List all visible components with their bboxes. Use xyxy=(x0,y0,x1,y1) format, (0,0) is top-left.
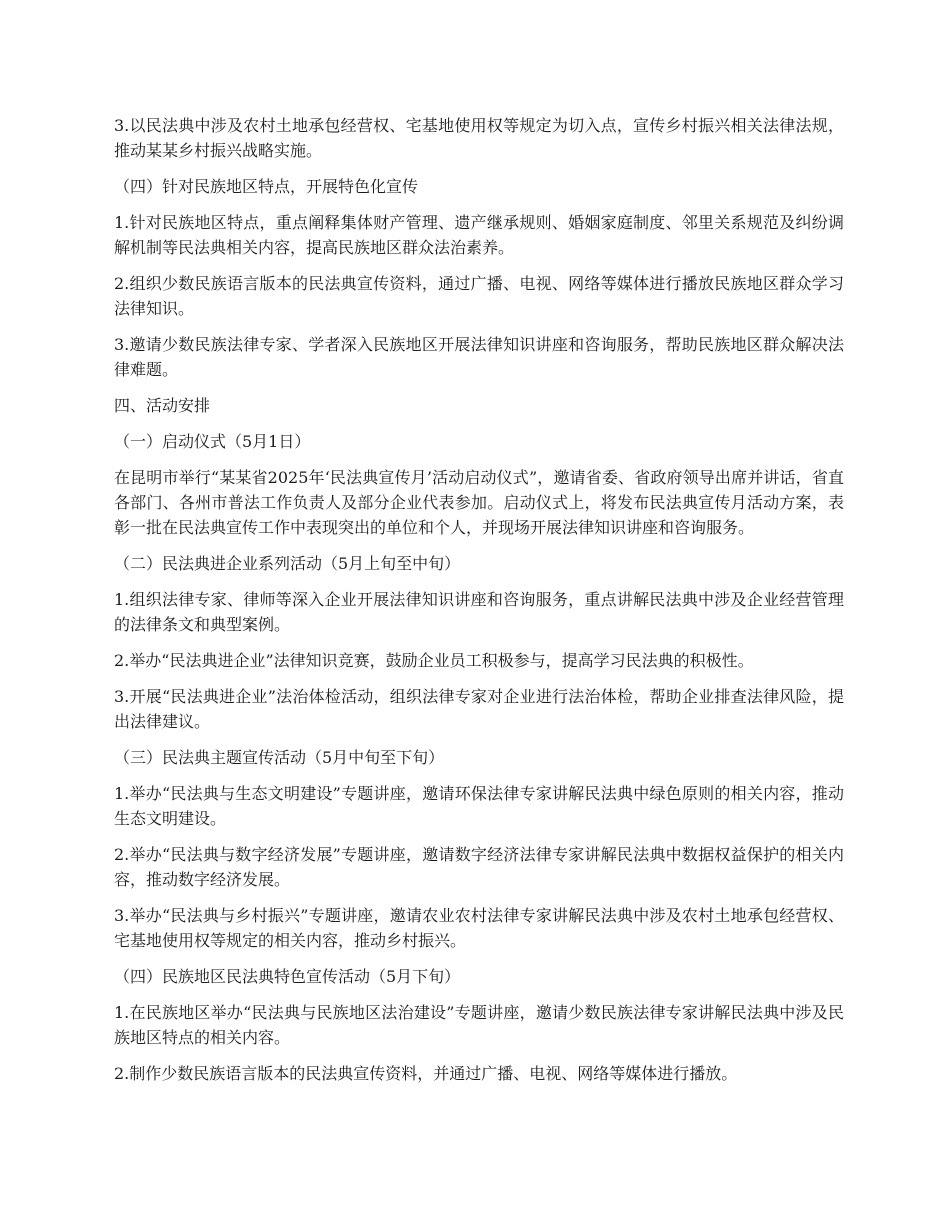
section-heading: （四）民族地区民法典特色宣传活动（5月下旬） xyxy=(114,967,461,986)
section-heading: （四）针对民族地区特点，开展特色化宣传 xyxy=(114,177,419,196)
section-heading: 四、活动安排 xyxy=(114,396,211,415)
document-page xyxy=(114,113,844,1097)
paragraph: 3.举办“民法典与乡村振兴”专题讲座，邀请农业农村法律专家讲解民法典中涉及农村土地承包经营权、宅基地使用权等规定的相关内容，推动乡村振兴。 xyxy=(114,906,844,950)
paragraph: 2.举办“民法典与数字经济发展”专题讲座，邀请数字经济法律专家讲解民法典中数据权益保护的相关内容，推动数字经济发展。 xyxy=(114,845,844,889)
section-heading: （三）民法典主题宣传活动（5月中旬至下旬） xyxy=(114,748,445,767)
paragraph: 2.制作少数民族语言版本的民法典宣传资料，并通过广播、电视、网络等媒体进行播放。 xyxy=(114,1064,738,1083)
paragraph: 1.在民族地区举办“民法典与民族地区法治建设”专题讲座，邀请少数民族法律专家讲解民法典中涉及民族地区特点的相关内容。 xyxy=(114,1003,844,1047)
paragraph: 3.邀请少数民族法律专家、学者深入民族地区开展法律知识讲座和咨询服务，帮助民族地区群众解决法律难题。 xyxy=(114,335,844,379)
paragraph: 1.举办“民法典与生态文明建设”专题讲座，邀请环保法律专家讲解民法典中绿色原则的相关内容，推动生态文明建设。 xyxy=(114,784,844,828)
paragraph: 2.组织少数民族语言版本的民法典宣传资料，通过广播、电视、网络等媒体进行播放民族地区群众学习法律知识。 xyxy=(114,274,844,318)
paragraph: 2.举办“民法典进企业”法律知识竞赛，鼓励企业员工积极参与，提高学习民法典的积极性。 xyxy=(114,651,754,670)
paragraph: 3.以民法典中涉及农村土地承包经营权、宅基地使用权等规定为切入点，宣传乡村振兴相关法律法规，推动某某乡村振兴战略实施。 xyxy=(114,116,844,160)
paragraph: 1.组织法律专家、律师等深入企业开展法律知识讲座和咨询服务，重点讲解民法典中涉及企业经营管理的法律条文和典型案例。 xyxy=(114,590,844,634)
paragraph: 3.开展“民法典进企业”法治体检活动，组织法律专家对企业进行法治体检，帮助企业排查法律风险，提出法律建议。 xyxy=(114,687,844,731)
section-heading: （二）民法典进企业系列活动（5月上旬至中旬） xyxy=(114,554,461,573)
paragraph: 1.针对民族地区特点，重点阐释集体财产管理、遗产继承规则、婚姻家庭制度、邻里关系规范及纠纷调解机制等民法典相关内容，提高民族地区群众法治素养。 xyxy=(114,213,844,257)
section-heading: （一）启动仪式（5月1日） xyxy=(114,432,311,451)
paragraph: 在昆明市举行“某某省2025年‘民法典宣传月’活动启动仪式”，邀请省委、省政府领导出席并讲话，省直各部门、各州市普法工作负责人及部分企业代表参加。启动仪式上，将发布民法典宣传月活动方案，表彰一批在民法典宣传工作中表现突出的单位和个人，并现场开展法律知识讲座和咨询服务。 xyxy=(114,468,844,537)
